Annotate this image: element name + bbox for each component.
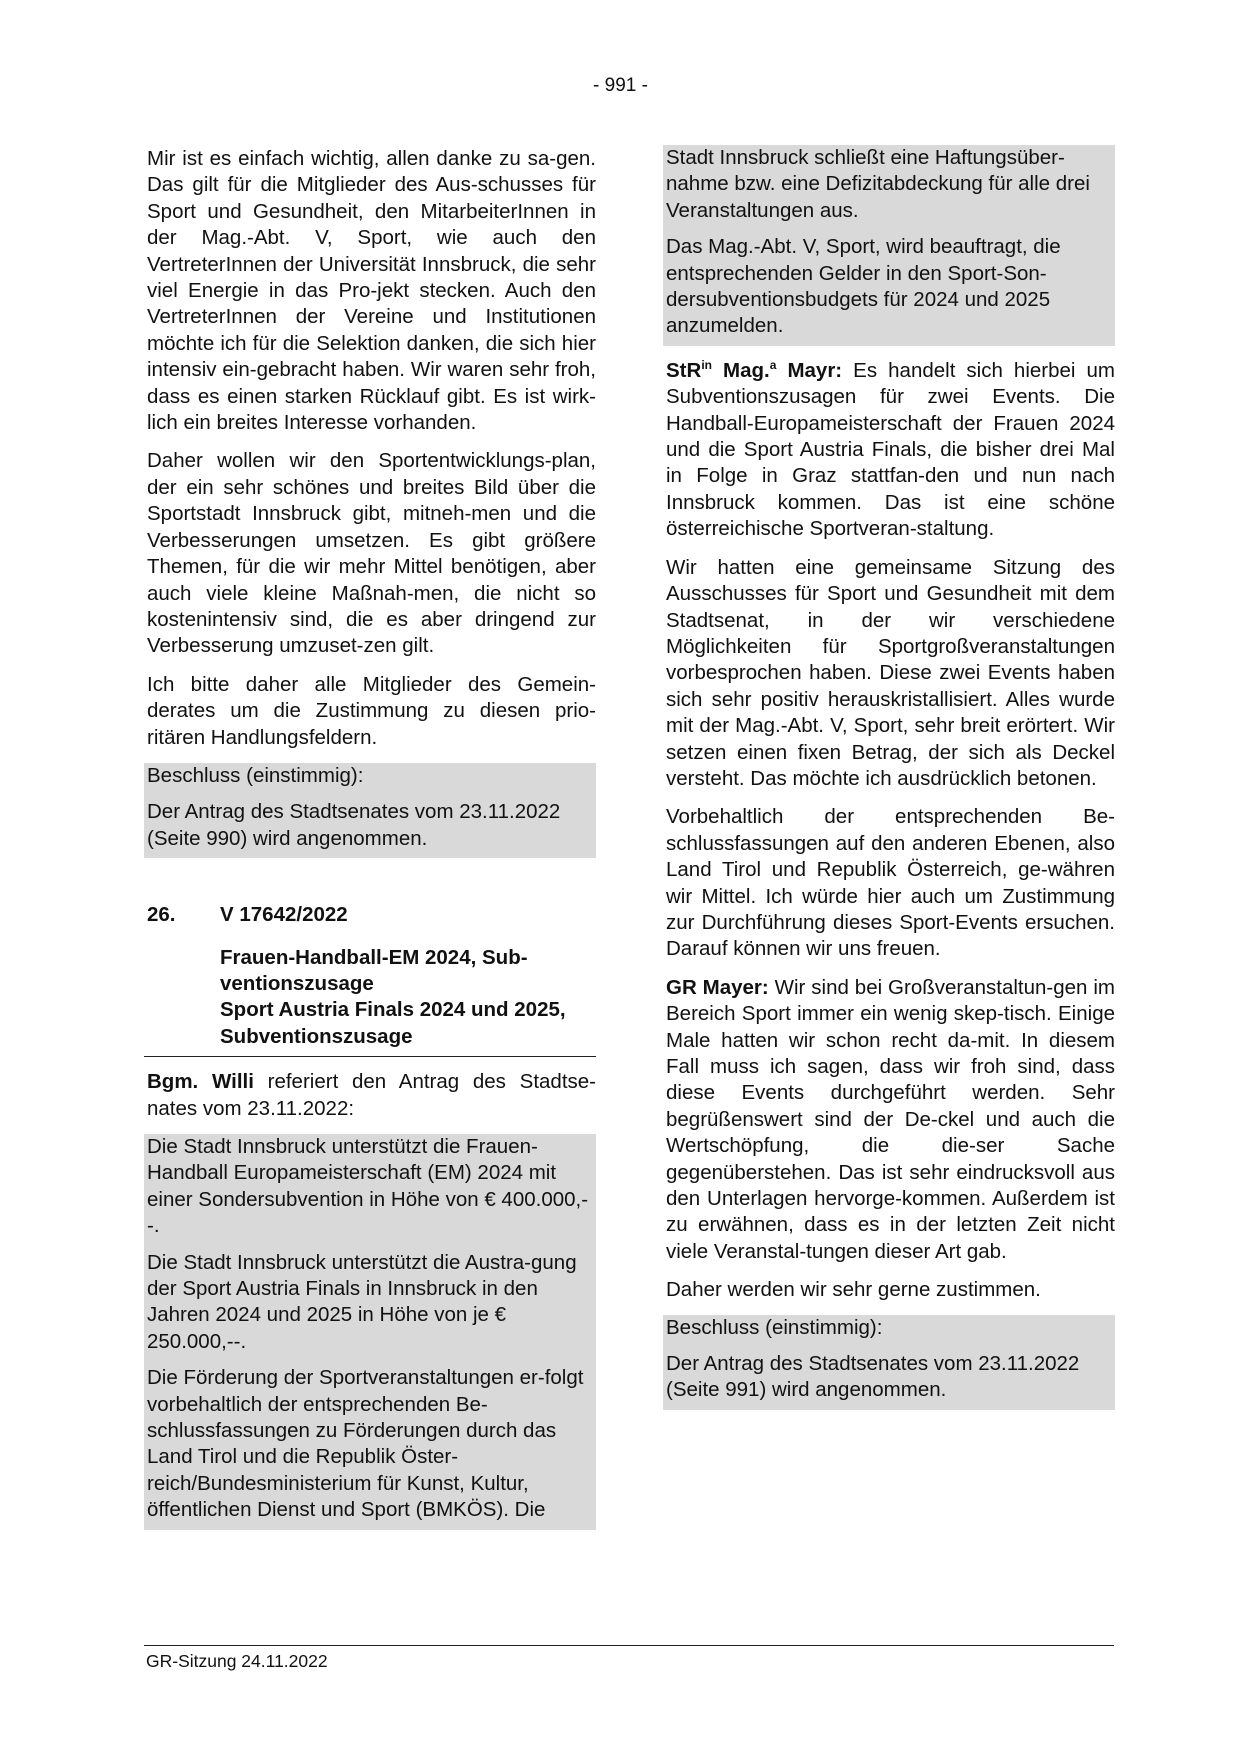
- decision-label-right: Beschluss (einstimmig):: [666, 1315, 883, 1339]
- speaker-gr-mayer-text: Wir sind bei Großveranstaltun-gen im Bereich Sport immer ein wenig skep-tisch. Einige Male hatten wir schon recht da-mit. In diesem Fall muss ich sagen, dass wir froh sind, dass diese Events durchgeführt werden. Sehr begrüßenswert sind der De-ckel und auch die Wertschöpfung, die die-ser Sache gegenüberstehen. Das ist sehr eindrucksvoll aus den Unterlagen hervorge-kommen. Außerdem ist zu erwähnen, dass es in der letzten Zeit nicht viele Veranstal-tungen dieser Art gab.: [666, 975, 1115, 1263]
- speaker-mayr-paragraph: [666, 358, 1115, 543]
- agenda-title-line-1: Frauen-Handball-EM 2024, Sub-ventionszusage: [220, 945, 528, 995]
- speaker-gr-mayer-name: GR Mayer:: [666, 975, 769, 999]
- speaker-mayr-text: Es handelt sich hierbei um Subventionszusagen für zwei Events. Die Handball-Europameisterschaft der Frauen 2024 und die Sport Austria Finals, die bisher drei Mal in Folge in Graz stattfan-den und nun nach Innsbruck kommen. Das ist eine schöne österreichische Sportveran-staltung.: [666, 358, 1115, 541]
- paragraph-agree: Daher werden wir sehr gerne zustimmen.: [666, 1278, 1041, 1302]
- decision-text-right: Der Antrag des Stadtsenates vom 23.11.2022 (Seite 991) wird angenommen.: [666, 1352, 1080, 1402]
- footer-divider: [144, 1645, 1114, 1646]
- speaker-text: referiert den Antrag des Stadtse-nates vom 23.11.2022:: [147, 1070, 596, 1120]
- agenda-title: [220, 945, 596, 1051]
- motion-paragraph-3: Die Förderung der Sportveranstaltungen er-folgt vorbehaltlich der entsprechenden Be-schlussfassungen zu Förderungen durch das Land Tirol und die Republik Öster-reich/Bundesministerium für Kunst, Kultur, öffentlichen Dienst und Sport (BMKÖS). Die: [147, 1366, 584, 1522]
- right-column: [663, 146, 1115, 1410]
- decision-text: Der Antrag des Stadtsenates vom 23.11.2022 (Seite 990) wird angenommen.: [147, 800, 561, 850]
- left-column: [144, 146, 596, 1530]
- agenda-title-line-2: Sport Austria Finals 2024 und 2025, Subventionszusage: [220, 998, 566, 1048]
- decision-box-right: [663, 1315, 1115, 1410]
- paragraph-subject-to-approval: Vorbehaltlich der entsprechenden Be-schlussfassungen auf den anderen Ebenen, also Land Tirol und Republik Österreich, ge-währen wir Mittel. Ich würde hier auch um Zustimmung zur Durchführung dieses Sport-Events ersuchen. Darauf können wir uns freuen.: [666, 805, 1115, 961]
- motion-paragraph-2: Die Stadt Innsbruck unterstützt die Austra-gung der Sport Austria Finals in Innsbruck in den Jahren 2024 und 2025 in Höhe von je € 250.000,--.: [147, 1250, 577, 1353]
- speaker-gr-mayer-paragraph: [666, 975, 1115, 1265]
- motion-box-continued: [663, 145, 1115, 346]
- paragraph-development-plan: Daher wollen wir den Sportentwicklungs-plan, der ein sehr schönes und breites Bild über die Sportstadt Innsbruck gibt, mitneh-men und die Verbesserungen umsetzen. Es gibt größere Themen, für die wir mehr Mittel benötigen, aber auch viele kleine Maßnah-men, die nicht so kostenintensiv sind, die es aber dringend zur Verbesserung umzuset-zen gilt.: [147, 449, 596, 658]
- speaker-mayr-name: StR$^{in}$ Mag.$^a$ Mayr:: [666, 358, 843, 382]
- paragraph-request-approval: Ich bitte daher alle Mitglieder des Gemein-derates um die Zustimmung zu diesen prio-ritären Handlungsfeldern.: [147, 672, 596, 749]
- motion-box: [144, 1134, 596, 1530]
- decision-box: [144, 763, 596, 858]
- footer-session-date: GR-Sitzung 24.11.2022: [146, 1651, 328, 1671]
- speaker-intro: [147, 1069, 596, 1122]
- decision-label: Beschluss (einstimmig):: [147, 763, 364, 787]
- motion-paragraph-4: Stadt Innsbruck schließt eine Haftungsüber-nahme bzw. eine Defizitabdeckung für alle drei Veranstaltungen aus.: [666, 146, 1090, 222]
- agenda-reference: V 17642/2022: [220, 903, 348, 927]
- paragraph-thanks: Mir ist es einfach wichtig, allen danke zu sa-gen. Das gilt für die Mitglieder des Aus-schusses für Sport und Gesundheit, den MitarbeiterInnen in der Mag.-Abt. V, Sport, wie auch den VertreterInnen der Universität Innsbruck, die sehr viel Energie in das Pro-jekt stecken. Auch den VertreterInnen der Vereine und Institutionen möchte ich für die Selektion danken, die sich hier intensiv ein-gebracht haben. Wir waren sehr froh, dass es einen starken Rücklauf gibt. Es ist wirk-lich ein breites Interesse vorhanden.: [147, 147, 596, 435]
- agenda-number: 26.: [147, 903, 176, 927]
- speaker-name: Bgm. Willi: [147, 1070, 254, 1094]
- motion-paragraph-5: Das Mag.-Abt. V, Sport, wird beauftragt, die entsprechenden Gelder in den Sport-Son-dersubventionsbudgets für 2024 und 2025 anzumelden.: [666, 235, 1061, 338]
- page-number: - 991 -: [593, 75, 648, 96]
- agenda-divider: [144, 1056, 596, 1057]
- agenda-item: [144, 902, 596, 1050]
- paragraph-joint-session: Wir hatten eine gemeinsame Sitzung des Ausschusses für Sport und Gesundheit mit dem Stadtsenat, in der wir verschiedene Möglichkeiten für Sportgroßveranstaltungen vorbesprochen haben. Diese zwei Events haben sich sehr positiv herauskristallisiert. Alles wurde mit der Mag.-Abt. V, Sport, sehr breit erörtert. Wir setzen einen fixen Betrag, der sich als Deckel versteht. Das möchte ich ausdrücklich betonen.: [666, 555, 1115, 790]
- motion-paragraph-1: Die Stadt Innsbruck unterstützt die Frauen-Handball Europameisterschaft (EM) 2024 mit einer Sondersubvention in Höhe von € 400.000,--.: [147, 1135, 589, 1238]
